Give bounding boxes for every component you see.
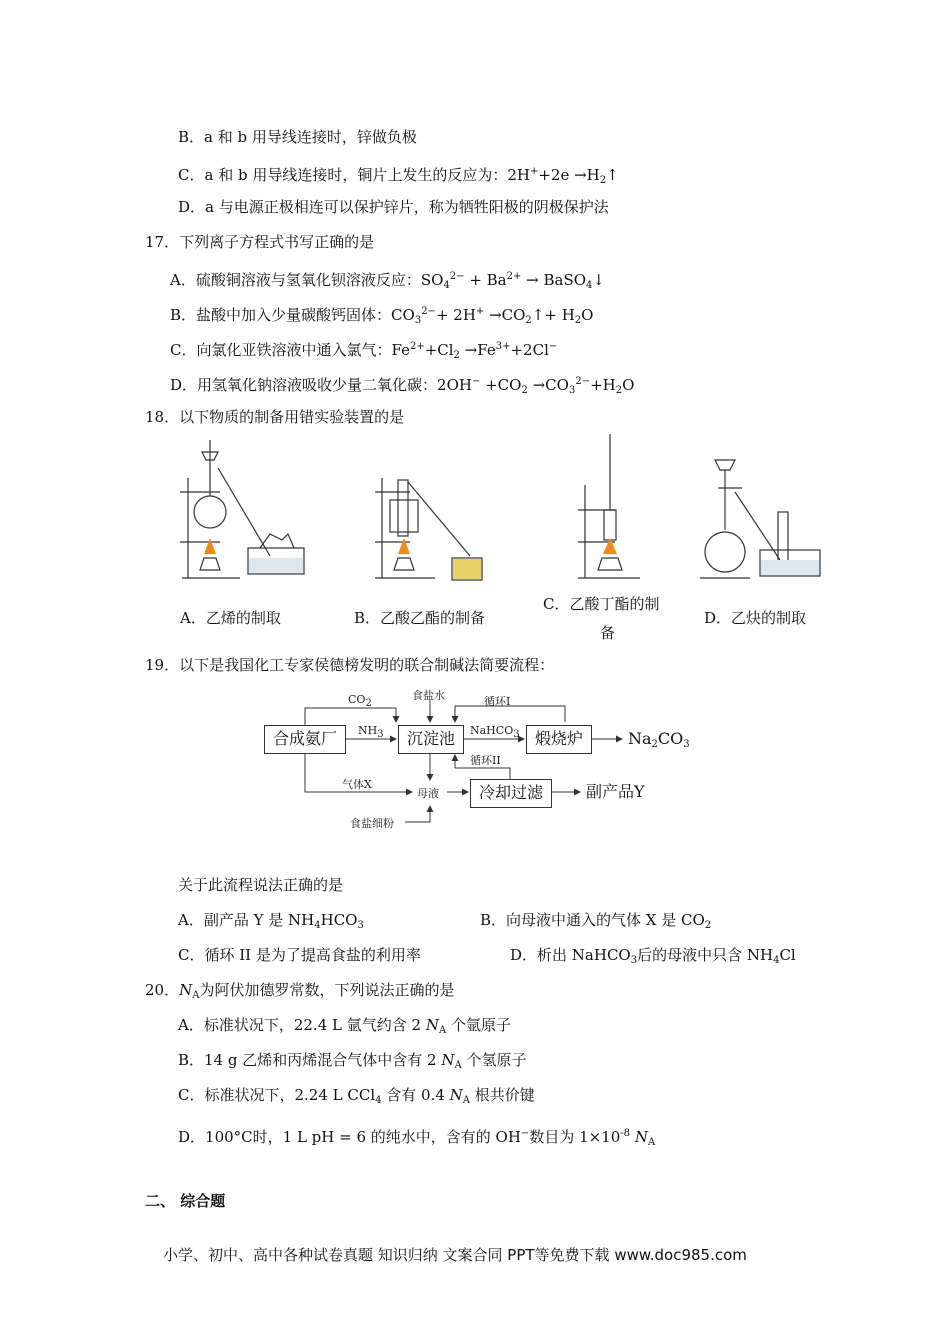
q20-option-c: C．标准状况下，2.24 L CCl$_4$ 含有 0.4 $N_A$ 根共价键 <box>178 1086 535 1106</box>
q17-option-b: B．盐酸中加入少量碳酸钙固体：$CO_3^{2-}+ 2H^+$ $\to CO_2↑+ H_2O$ <box>170 306 594 326</box>
q17-stem: 17．下列离子方程式书写正确的是 <box>145 233 375 251</box>
q17-option-c: C．向氯化亚铁溶液中通入氯气：$Fe^{2+}+Cl_2 \to Fe^{3+}+2Cl^-$ <box>170 341 558 361</box>
flow-label-brine: 食盐水 <box>412 689 445 702</box>
q16-option-d: D．a 与电源正极相连可以保护锌片，称为牺牲阳极的阴极保护法 <box>178 198 609 216</box>
q19-stem: 19．以下是我国化工专家侯德榜发明的联合制碱法简要流程： <box>145 656 555 674</box>
q19-option-a: A．副产品 Y 是 $NH_4HCO_3$ <box>178 911 364 931</box>
flow-label-na2co3: $Na_2CO_3$ <box>628 729 690 750</box>
flow-label-byproduct-y: 副产品Y <box>586 782 645 801</box>
q19-intro: 关于此流程说法正确的是 <box>178 876 344 894</box>
flow-label-salt-powder: 食盐细粉 <box>350 817 394 830</box>
flow-label-cycle2: 循环II <box>470 754 501 767</box>
q20-option-d: D．100°C时，1 L pH = 6 的纯水中，含有的 OH−数目为 $1\times 10^{-8}$ $N_A$ <box>178 1128 656 1148</box>
flow-label-nh3: NH3 <box>358 724 384 740</box>
flow-label-cycle1: 循环I <box>484 695 511 708</box>
flow-ammonia-plant: 合成氨厂 <box>264 725 346 754</box>
flow-calciner: 煅烧炉 <box>526 725 592 754</box>
q19-option-c: C．循环 II 是为了提高食盐的利用率 <box>178 946 421 964</box>
q18-caption-b: B．乙酸乙酯的制备 <box>354 609 486 627</box>
q18-caption-c-cont: 备 <box>600 624 616 642</box>
flow-label-mother-liquor: 母液 <box>417 787 439 800</box>
flow-label-nahco3: NaHCO3 <box>470 724 520 740</box>
q18-caption-c: C．乙酸丁酯的制 <box>543 595 660 613</box>
q20-stem: 20．$N_A$为阿伏加德罗常数，下列说法正确的是 <box>145 981 455 1001</box>
flow-label-gas-x: 气体X <box>342 778 372 791</box>
q18-caption-a: A．乙烯的制取 <box>180 609 281 627</box>
flow-cool-filter: 冷却过滤 <box>470 779 552 808</box>
q16-option-b: B．a 和 b 用导线连接时，锌做负极 <box>178 128 417 146</box>
page-footer: 小学、初中、高中各种试卷真题 知识归纳 文案合同 PPT等免费下载 www.doc985.com <box>163 1246 747 1264</box>
q16-option-c: C．a 和 b 用导线连接时，铜片上发生的反应为：$2H^++2e \to H_2↑$ <box>178 166 619 186</box>
q18-caption-d: D．乙炔的制取 <box>704 609 807 627</box>
q19-option-d: D．析出 NaHCO$_3$后的母液中只含 $NH_4Cl$ <box>510 946 796 966</box>
section-heading: 二、 综合题 <box>145 1192 226 1210</box>
q18-stem: 18．以下物质的制备用错实验装置的是 <box>145 408 405 426</box>
flow-label-co2: CO2 <box>348 693 372 709</box>
flow-settling-tank: 沉淀池 <box>398 725 464 754</box>
q17-option-d: D．用氢氧化钠溶液吸收少量二氧化碳：$2OH^- +CO_2 \to CO_3^{2-}+H_2O$ <box>170 376 635 396</box>
q20-option-b: B．14 g 乙烯和丙烯混合气体中含有 2 $N_A$ 个氢原子 <box>178 1051 527 1071</box>
q17-option-a: A．硫酸铜溶液与氢氧化钡溶液反应：$SO_4^{2-} + Ba^{2+}$ → BaSO$_4$↓ <box>170 271 605 291</box>
q20-option-a: A．标准状况下，22.4 L 氩气约含 2 $N_A$ 个氩原子 <box>178 1016 511 1036</box>
q19-option-b: B．向母液中通入的气体 X 是 $CO_2$ <box>480 911 712 931</box>
